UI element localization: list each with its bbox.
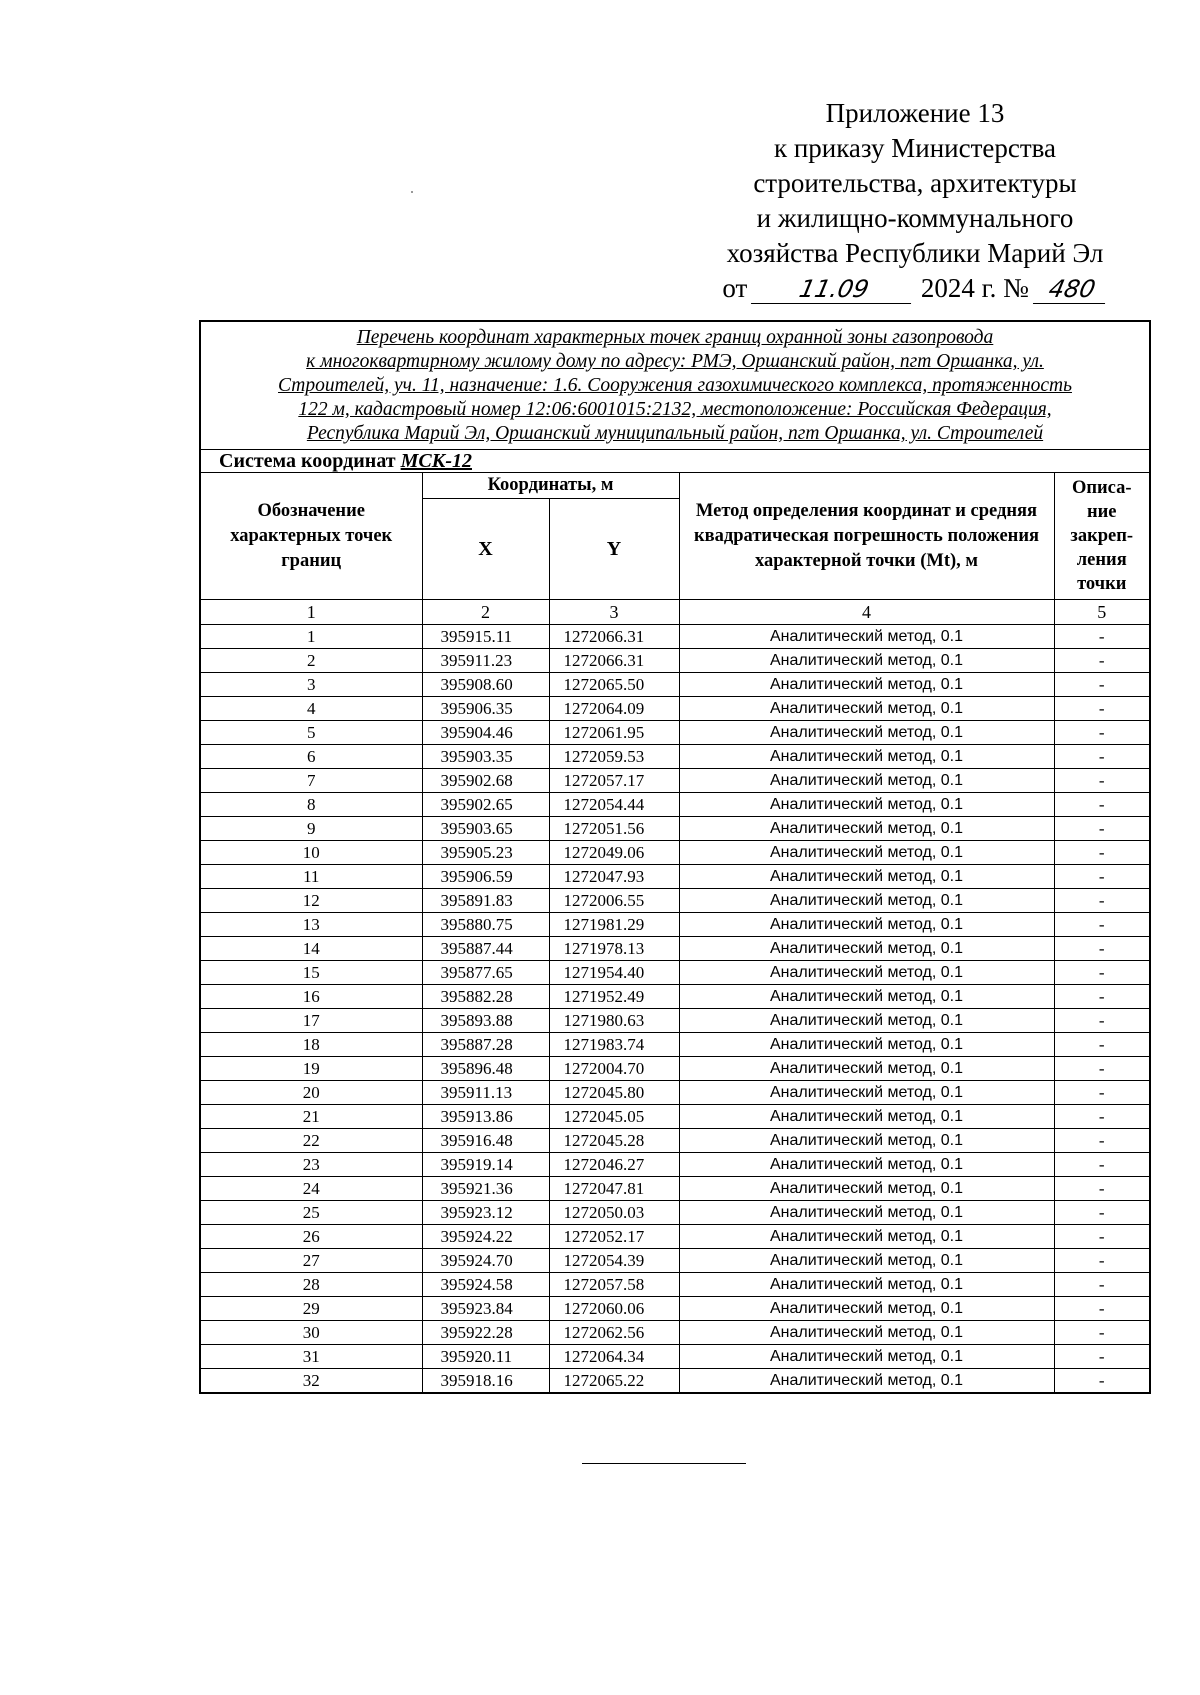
cell-coord-y: 1272059.53 — [549, 745, 679, 769]
cell-point-number: 22 — [200, 1129, 422, 1153]
cell-description: - — [1054, 1177, 1150, 1201]
appendix-header — [690, 96, 1140, 306]
cell-point-number: 26 — [200, 1225, 422, 1249]
cell-point-number: 20 — [200, 1081, 422, 1105]
table-row — [200, 697, 1150, 721]
table-row — [200, 1105, 1150, 1129]
cell-description: - — [1054, 1057, 1150, 1081]
cell-point-number: 12 — [200, 889, 422, 913]
cell-method: Аналитический метод, 0.1 — [679, 673, 1054, 697]
cell-coord-y: 1272066.31 — [549, 649, 679, 673]
table-row — [200, 673, 1150, 697]
cell-description: - — [1054, 913, 1150, 937]
cell-coord-x: 395877.65 — [422, 961, 549, 985]
cell-method: Аналитический метод, 0.1 — [679, 889, 1054, 913]
cell-coord-y: 1272006.55 — [549, 889, 679, 913]
appendix-order-ref: к приказу Министерства — [773, 133, 1057, 163]
order-date-handwritten: 11.09 — [751, 275, 917, 304]
cell-point-number: 32 — [200, 1369, 422, 1394]
cell-coord-x: 395880.75 — [422, 913, 549, 937]
closing-rule — [582, 1463, 746, 1464]
cell-method: Аналитический метод, 0.1 — [679, 1225, 1054, 1249]
cell-description: - — [1054, 961, 1150, 985]
table-row — [200, 721, 1150, 745]
table-row — [200, 1177, 1150, 1201]
cell-coord-y: 1272060.06 — [549, 1297, 679, 1321]
appendix-ministry-1: строительства, архитектуры — [753, 168, 1077, 198]
table-row — [200, 1297, 1150, 1321]
table-row — [200, 1273, 1150, 1297]
cell-description: - — [1054, 673, 1150, 697]
cell-coord-y: 1272065.50 — [549, 673, 679, 697]
cell-coord-y: 1271983.74 — [549, 1033, 679, 1057]
cell-coord-y: 1272061.95 — [549, 721, 679, 745]
cell-coord-y: 1271978.13 — [549, 937, 679, 961]
cell-description: - — [1054, 1321, 1150, 1345]
cell-coord-y: 1272057.17 — [549, 769, 679, 793]
table-row — [200, 841, 1150, 865]
cell-point-number: 15 — [200, 961, 422, 985]
cell-coord-y: 1272045.28 — [549, 1129, 679, 1153]
cell-description: - — [1054, 649, 1150, 673]
header-method: Метод определения координат и средняя квадратическая погрешность положения характерной точки (Mt), м — [679, 473, 1054, 600]
cell-method: Аналитический метод, 0.1 — [679, 697, 1054, 721]
cell-coord-y: 1272047.93 — [549, 865, 679, 889]
cell-coord-x: 395911.23 — [422, 649, 549, 673]
cell-description: - — [1054, 721, 1150, 745]
scan-speck — [411, 191, 413, 193]
cell-coord-y: 1272057.58 — [549, 1273, 679, 1297]
cell-coord-x: 395903.35 — [422, 745, 549, 769]
cell-method: Аналитический метод, 0.1 — [679, 913, 1054, 937]
cell-coord-x: 395902.68 — [422, 769, 549, 793]
table-row — [200, 649, 1150, 673]
header-description: Описа-ние закреп-ления точки — [1054, 473, 1150, 600]
table-row — [200, 913, 1150, 937]
cell-coord-x: 395924.70 — [422, 1249, 549, 1273]
cell-description: - — [1054, 1249, 1150, 1273]
cell-coord-x: 395887.44 — [422, 937, 549, 961]
cell-description: - — [1054, 1225, 1150, 1249]
table-row — [200, 1225, 1150, 1249]
cell-method: Аналитический метод, 0.1 — [679, 961, 1054, 985]
cell-point-number: 3 — [200, 673, 422, 697]
cell-point-number: 5 — [200, 721, 422, 745]
table-row — [200, 985, 1150, 1009]
table-row — [200, 961, 1150, 985]
cell-coord-x: 395891.83 — [422, 889, 549, 913]
cell-description: - — [1054, 1345, 1150, 1369]
header-x: X — [422, 499, 549, 600]
cell-coord-x: 395887.28 — [422, 1033, 549, 1057]
cell-point-number: 4 — [200, 697, 422, 721]
cell-point-number: 24 — [200, 1177, 422, 1201]
cell-coord-y: 1272062.56 — [549, 1321, 679, 1345]
cell-description: - — [1054, 745, 1150, 769]
cell-description: - — [1054, 793, 1150, 817]
cell-coord-x: 395906.59 — [422, 865, 549, 889]
table-row — [200, 1201, 1150, 1225]
cell-coord-y: 1272054.39 — [549, 1249, 679, 1273]
cell-method: Аналитический метод, 0.1 — [679, 937, 1054, 961]
cell-coord-x: 395903.65 — [422, 817, 549, 841]
cell-point-number: 10 — [200, 841, 422, 865]
cell-point-number: 23 — [200, 1153, 422, 1177]
table-row — [200, 1249, 1150, 1273]
cell-coord-y: 1272051.56 — [549, 817, 679, 841]
cell-point-number: 21 — [200, 1105, 422, 1129]
header-y: Y — [549, 499, 679, 600]
cell-method: Аналитический метод, 0.1 — [679, 625, 1054, 649]
table-row — [200, 1009, 1150, 1033]
cell-coord-x: 395924.58 — [422, 1273, 549, 1297]
cell-description: - — [1054, 625, 1150, 649]
cell-description: - — [1054, 985, 1150, 1009]
cell-method: Аналитический метод, 0.1 — [679, 1057, 1054, 1081]
cell-point-number: 17 — [200, 1009, 422, 1033]
cell-description: - — [1054, 1033, 1150, 1057]
column-number: 4 — [679, 600, 1054, 625]
cell-method: Аналитический метод, 0.1 — [679, 1273, 1054, 1297]
cell-coord-y: 1272064.34 — [549, 1345, 679, 1369]
cell-method: Аналитический метод, 0.1 — [679, 649, 1054, 673]
cell-method: Аналитический метод, 0.1 — [679, 1009, 1054, 1033]
cell-method: Аналитический метод, 0.1 — [679, 745, 1054, 769]
cell-coord-x: 395911.13 — [422, 1081, 549, 1105]
cell-description: - — [1054, 889, 1150, 913]
cell-coord-y: 1272047.81 — [549, 1177, 679, 1201]
cell-method: Аналитический метод, 0.1 — [679, 721, 1054, 745]
cell-coord-x: 395920.11 — [422, 1345, 549, 1369]
coordinate-system-name: МСК-12 — [400, 450, 472, 472]
cell-coord-y: 1272065.22 — [549, 1369, 679, 1394]
cell-method: Аналитический метод, 0.1 — [679, 1321, 1054, 1345]
coordinates-table — [199, 320, 1151, 1394]
cell-point-number: 31 — [200, 1345, 422, 1369]
cell-method: Аналитический метод, 0.1 — [679, 1297, 1054, 1321]
cell-point-number: 13 — [200, 913, 422, 937]
table-row — [200, 769, 1150, 793]
cell-coord-y: 1272052.17 — [549, 1225, 679, 1249]
cell-point-number: 29 — [200, 1297, 422, 1321]
cell-point-number: 30 — [200, 1321, 422, 1345]
cell-method: Аналитический метод, 0.1 — [679, 793, 1054, 817]
cell-coord-y: 1272054.44 — [549, 793, 679, 817]
cell-coord-x: 395893.88 — [422, 1009, 549, 1033]
cell-description: - — [1054, 1129, 1150, 1153]
header-row-1 — [200, 473, 1150, 499]
cell-point-number: 7 — [200, 769, 422, 793]
coordinate-system-label: Система координат — [219, 450, 396, 472]
cell-method: Аналитический метод, 0.1 — [679, 841, 1054, 865]
cell-point-number: 28 — [200, 1273, 422, 1297]
cell-coord-x: 395922.28 — [422, 1321, 549, 1345]
coordinate-system-row — [200, 450, 1150, 473]
cell-description: - — [1054, 841, 1150, 865]
cell-description: - — [1054, 1105, 1150, 1129]
table-title — [200, 321, 1150, 450]
cell-point-number: 27 — [200, 1249, 422, 1273]
table-row — [200, 817, 1150, 841]
cell-description: - — [1054, 1009, 1150, 1033]
cell-method: Аналитический метод, 0.1 — [679, 1153, 1054, 1177]
cell-point-number: 1 — [200, 625, 422, 649]
cell-point-number: 18 — [200, 1033, 422, 1057]
cell-coord-x: 395908.60 — [422, 673, 549, 697]
cell-point-number: 2 — [200, 649, 422, 673]
cell-coord-x: 395906.35 — [422, 697, 549, 721]
appendix-ministry-2: и жилищно-коммунального — [756, 203, 1074, 233]
cell-point-number: 14 — [200, 937, 422, 961]
column-number: 5 — [1054, 600, 1150, 625]
title-line: 122 м, кадастровый номер 12:06:6001015:2132, местоположение: Российская Федерация, — [298, 399, 1052, 420]
cell-coord-x: 395905.23 — [422, 841, 549, 865]
table-row — [200, 1369, 1150, 1394]
column-number: 2 — [422, 600, 549, 625]
cell-method: Аналитический метод, 0.1 — [679, 1105, 1054, 1129]
cell-description: - — [1054, 769, 1150, 793]
cell-description: - — [1054, 1297, 1150, 1321]
appendix-number: Приложение 13 — [825, 98, 1005, 128]
cell-coord-x: 395915.11 — [422, 625, 549, 649]
cell-method: Аналитический метод, 0.1 — [679, 985, 1054, 1009]
cell-method: Аналитический метод, 0.1 — [679, 1081, 1054, 1105]
cell-method: Аналитический метод, 0.1 — [679, 1033, 1054, 1057]
cell-description: - — [1054, 1273, 1150, 1297]
column-number-row — [200, 600, 1150, 625]
order-year-label: 2024 г. № — [920, 273, 1029, 303]
cell-coord-x: 395919.14 — [422, 1153, 549, 1177]
table-row — [200, 1081, 1150, 1105]
cell-coord-y: 1272045.05 — [549, 1105, 679, 1129]
column-number: 3 — [549, 600, 679, 625]
cell-method: Аналитический метод, 0.1 — [679, 1177, 1054, 1201]
cell-coord-x: 395896.48 — [422, 1057, 549, 1081]
cell-coord-y: 1272050.03 — [549, 1201, 679, 1225]
table-row — [200, 745, 1150, 769]
cell-coord-y: 1271980.63 — [549, 1009, 679, 1033]
cell-method: Аналитический метод, 0.1 — [679, 817, 1054, 841]
cell-coord-x: 395923.12 — [422, 1201, 549, 1225]
cell-coord-y: 1272045.80 — [549, 1081, 679, 1105]
cell-point-number: 11 — [200, 865, 422, 889]
table-row — [200, 1345, 1150, 1369]
table-row — [200, 1033, 1150, 1057]
cell-point-number: 19 — [200, 1057, 422, 1081]
cell-coord-x: 395924.22 — [422, 1225, 549, 1249]
cell-description: - — [1054, 697, 1150, 721]
table-row — [200, 937, 1150, 961]
order-number-handwritten: 480 — [1033, 275, 1111, 304]
cell-description: - — [1054, 1153, 1150, 1177]
header-coordinates: Координаты, м — [422, 473, 679, 499]
table-row — [200, 1057, 1150, 1081]
table-row — [200, 625, 1150, 649]
cell-coord-x: 395918.16 — [422, 1369, 549, 1394]
cell-coord-x: 395921.36 — [422, 1177, 549, 1201]
cell-point-number: 9 — [200, 817, 422, 841]
cell-method: Аналитический метод, 0.1 — [679, 1201, 1054, 1225]
table-row — [200, 865, 1150, 889]
cell-method: Аналитический метод, 0.1 — [679, 1345, 1054, 1369]
table-title-row — [200, 321, 1150, 450]
cell-coord-y: 1271981.29 — [549, 913, 679, 937]
cell-coord-x: 395904.46 — [422, 721, 549, 745]
cell-point-number: 8 — [200, 793, 422, 817]
table-row — [200, 1129, 1150, 1153]
cell-method: Аналитический метод, 0.1 — [679, 865, 1054, 889]
title-line: Перечень координат характерных точек границ охранной зоны газопровода — [356, 327, 994, 348]
cell-coord-y: 1272064.09 — [549, 697, 679, 721]
cell-method: Аналитический метод, 0.1 — [679, 1129, 1054, 1153]
cell-method: Аналитический метод, 0.1 — [679, 1369, 1054, 1394]
table-row — [200, 889, 1150, 913]
title-line: Республика Марий Эл, Оршанский муниципальный район, пгт Оршанка, ул. Строителей — [306, 423, 1044, 444]
title-line: Строителей, уч. 11, назначение: 1.6. Сооружения газохимического комплекса, протяженность — [278, 375, 1072, 396]
cell-coord-x: 395902.65 — [422, 793, 549, 817]
table-body — [200, 625, 1150, 1394]
cell-description: - — [1054, 1201, 1150, 1225]
cell-coord-x: 395916.48 — [422, 1129, 549, 1153]
cell-method: Аналитический метод, 0.1 — [679, 1249, 1054, 1273]
column-number: 1 — [200, 600, 422, 625]
cell-coord-y: 1272046.27 — [549, 1153, 679, 1177]
header-point: Обозначение характерных точек границ — [200, 473, 422, 600]
cell-description: - — [1054, 865, 1150, 889]
cell-coord-y: 1272066.31 — [549, 625, 679, 649]
cell-coord-x: 395882.28 — [422, 985, 549, 1009]
cell-description: - — [1054, 937, 1150, 961]
cell-coord-y: 1272004.70 — [549, 1057, 679, 1081]
coordinate-system — [200, 450, 1150, 473]
order-date-line — [690, 271, 1140, 306]
cell-point-number: 25 — [200, 1201, 422, 1225]
cell-description: - — [1054, 1081, 1150, 1105]
cell-coord-y: 1271954.40 — [549, 961, 679, 985]
table-row — [200, 1153, 1150, 1177]
cell-point-number: 6 — [200, 745, 422, 769]
cell-point-number: 16 — [200, 985, 422, 1009]
cell-description: - — [1054, 817, 1150, 841]
cell-coord-x: 395913.86 — [422, 1105, 549, 1129]
cell-coord-y: 1271952.49 — [549, 985, 679, 1009]
table-row — [200, 793, 1150, 817]
table-row — [200, 1321, 1150, 1345]
cell-description: - — [1054, 1369, 1150, 1394]
date-prefix: от — [722, 273, 748, 303]
title-line: к многоквартирному жилому дому по адресу: РМЭ, Оршанский район, пгт Оршанка, ул. — [306, 351, 1044, 372]
appendix-ministry-3: хозяйства Республики Марий Эл — [726, 238, 1104, 268]
cell-method: Аналитический метод, 0.1 — [679, 769, 1054, 793]
cell-coord-x: 395923.84 — [422, 1297, 549, 1321]
cell-coord-y: 1272049.06 — [549, 841, 679, 865]
